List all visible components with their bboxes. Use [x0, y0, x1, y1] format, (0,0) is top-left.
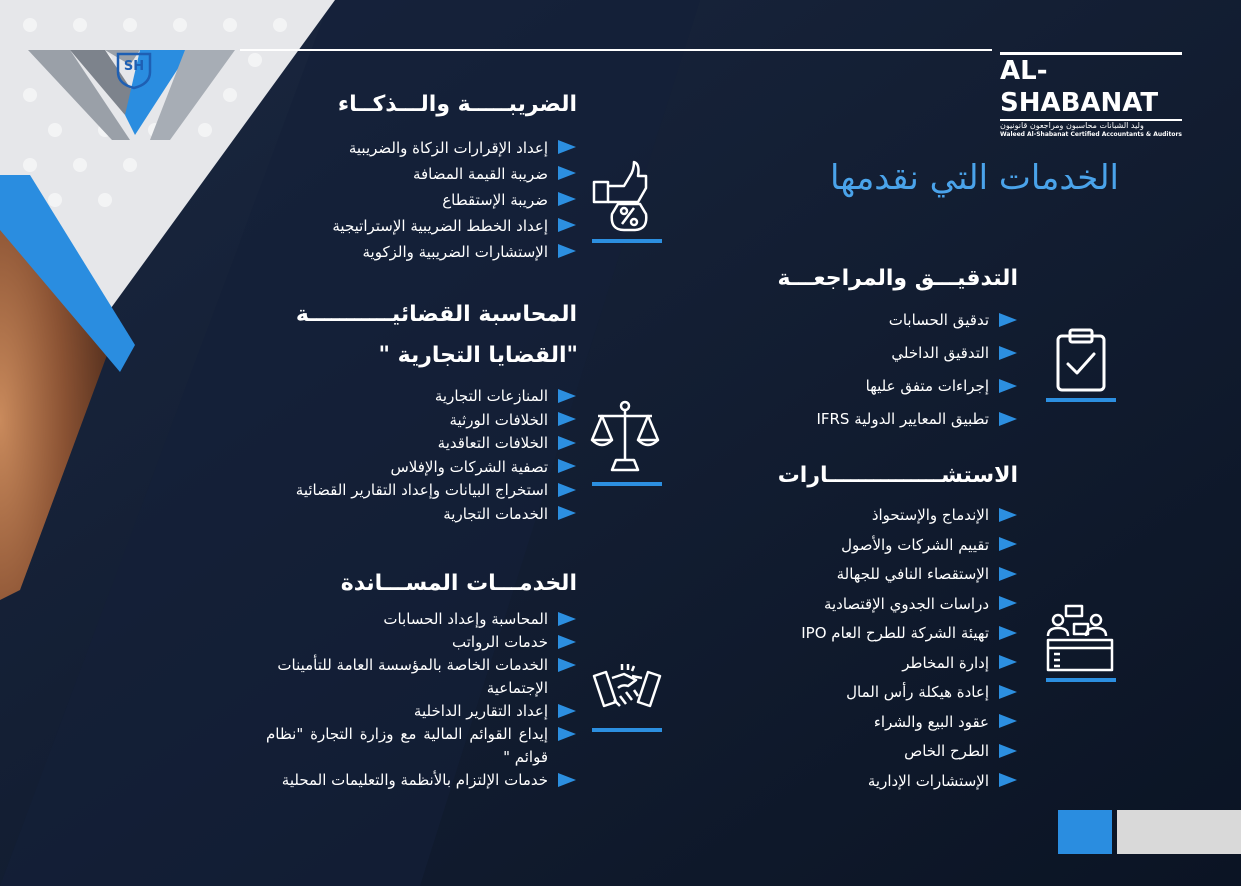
arrow-icon: [558, 704, 576, 718]
arrow-icon: [999, 313, 1017, 327]
arrow-icon: [999, 685, 1017, 699]
section-title-support: الخدمـــات المســـاندة: [340, 571, 577, 596]
header-rule: [240, 49, 992, 51]
list-item: الطرح الخاص: [801, 737, 1017, 767]
list-item: الإندماج والإستحواذ: [801, 501, 1017, 531]
arrow-icon: [999, 379, 1017, 393]
section-subtitle-forensic: "القضايا التجارية ": [378, 343, 578, 368]
page-title: الخدمات التي نقدمها: [830, 158, 1119, 198]
section-title-consulting: الاستشـــــــــــــــارات: [777, 463, 1018, 488]
consulting-underline: [1046, 678, 1116, 682]
logo-letters: SH: [123, 59, 145, 74]
arrow-icon: [999, 346, 1017, 360]
arrow-icon: [558, 218, 576, 232]
audit-underline: [1046, 398, 1116, 402]
arrow-icon: [999, 744, 1017, 758]
list-item: تصفية الشركات والإفلاس: [296, 456, 576, 480]
consulting-list: [801, 501, 1017, 796]
list-item: الخلافات الورثية: [296, 409, 576, 433]
brand-name: AL-SHABANAT: [1000, 56, 1159, 118]
section-title-forensic: المحاسبة القضائيـــــــــــة: [295, 302, 577, 327]
arrow-icon: [999, 596, 1017, 610]
list-item: ضريبة الإستقطاع: [332, 187, 576, 213]
forensic-list: [296, 385, 576, 526]
list-item: المحاسبة وإعداد الحسابات: [266, 608, 576, 631]
hand-percent-bag-icon: [590, 158, 656, 232]
arrow-icon: [558, 244, 576, 258]
arrow-icon: [558, 612, 576, 626]
list-item: الإستشارات الضريبية والزكوية: [332, 239, 576, 265]
list-item: الخدمات الخاصة بالمؤسسة العامة للتأمينات الإجتماعية: [266, 654, 576, 700]
support-list: [266, 608, 576, 792]
arrow-icon: [558, 166, 576, 180]
team-meeting-icon: [1046, 604, 1116, 674]
arrow-icon: [999, 655, 1017, 669]
arrow-icon: [999, 412, 1017, 426]
arrow-icon: [558, 140, 576, 154]
arrow-icon: [558, 389, 576, 403]
logo-emblem: [114, 50, 154, 90]
brand-block: [1000, 52, 1186, 139]
arrow-icon: [999, 773, 1017, 787]
audit-list: [816, 304, 1017, 436]
list-item: إيداع القوائم المالية مع وزارة التجارة "نظام قوائم ": [266, 723, 576, 769]
arrow-icon: [558, 727, 576, 741]
list-item: الإستقصاء النافي للجهالة: [801, 560, 1017, 590]
arrow-icon: [999, 537, 1017, 551]
arrow-icon: [999, 626, 1017, 640]
tax-underline: [592, 239, 662, 243]
list-item: إعداد الإقرارات الزكاة والضريبية: [332, 135, 576, 161]
section-title-audit: التدقيـــق والمراجعـــة: [777, 266, 1018, 291]
list-item: دراسات الجدوي الإقتصادية: [801, 590, 1017, 620]
section-title-tax: الضريبـــــة والـــذكــاء: [337, 92, 577, 117]
clipboard-check-icon: [1054, 328, 1108, 394]
list-item: المنازعات التجارية: [296, 385, 576, 409]
arrow-icon: [999, 508, 1017, 522]
list-item: الإستشارات الإدارية: [801, 767, 1017, 797]
arrow-icon: [558, 483, 576, 497]
scales-icon: [590, 400, 660, 474]
list-item: تدقيق الحسابات: [816, 304, 1017, 337]
handshake-icon: [592, 662, 662, 718]
list-item: عقود البيع والشراء: [801, 708, 1017, 738]
list-item: إعداد التقارير الداخلية: [266, 700, 576, 723]
arrow-icon: [558, 192, 576, 206]
list-item: الخلافات التعاقدية: [296, 432, 576, 456]
list-item: خدمات الرواتب: [266, 631, 576, 654]
arrow-icon: [558, 773, 576, 787]
arrow-icon: [999, 714, 1017, 728]
brand-tagline-en: Waleed Al-Shabanat Certified Accountants & Auditors: [1000, 131, 1182, 138]
forensic-underline: [592, 482, 662, 486]
arrow-icon: [558, 459, 576, 473]
list-item: خدمات الإلتزام بالأنظمة والتعليمات المحلية: [266, 769, 576, 792]
arrow-icon: [558, 412, 576, 426]
arrow-icon: [558, 436, 576, 450]
list-item: إعادة هيكلة رأس المال: [801, 678, 1017, 708]
list-item: الخدمات التجارية: [296, 503, 576, 527]
list-item: إجراءات متفق عليها: [816, 370, 1017, 403]
arrow-icon: [999, 567, 1017, 581]
list-item: إدارة المخاطر: [801, 649, 1017, 679]
arrow-icon: [558, 635, 576, 649]
list-item: تقييم الشركات والأصول: [801, 531, 1017, 561]
list-item: إعداد الخطط الضريبية الإستراتيجية: [332, 213, 576, 239]
tax-list: [332, 135, 576, 265]
list-item: استخراج البيانات وإعداد التقارير القضائية: [296, 479, 576, 503]
list-item: التدقيق الداخلي: [816, 337, 1017, 370]
list-item: ضريبة القيمة المضافة: [332, 161, 576, 187]
brand-tagline-ar: وليد الشبانات محاسبون ومراجعون قانونيون: [1000, 121, 1144, 130]
list-item: تطبيق المعايير الدولية IFRS: [816, 403, 1017, 436]
support-underline: [592, 728, 662, 732]
list-item: تهيئة الشركة للطرح العام IPO: [801, 619, 1017, 649]
arrow-icon: [558, 506, 576, 520]
arrow-icon: [558, 658, 576, 672]
